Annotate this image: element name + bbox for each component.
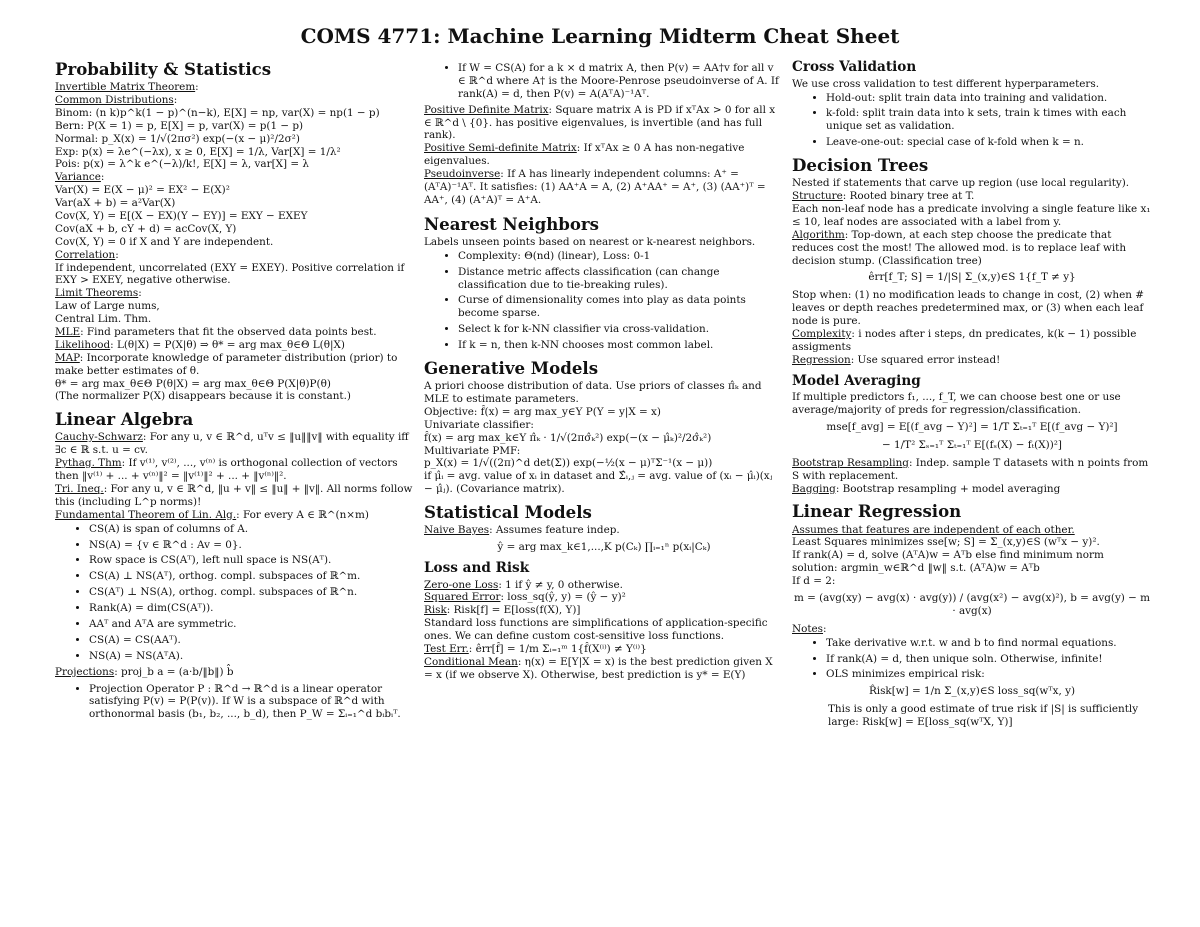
- projections-text: : proj_b a = (a·b/‖b‖) b̂: [114, 665, 234, 678]
- linear-algebra-section: [55, 410, 413, 721]
- line-label: Complexity: [792, 327, 852, 340]
- column-left: [55, 60, 413, 728]
- text-line: [792, 457, 1152, 483]
- line-text: If d = 2:: [792, 575, 836, 588]
- generative-section: [424, 359, 784, 496]
- line-label: Correlation: [55, 248, 116, 261]
- text-line: [792, 229, 1152, 268]
- probability-section: [55, 60, 413, 403]
- line-label: Squared Error: [424, 591, 501, 604]
- text-line: [55, 120, 413, 133]
- statistical-heading: Statistical Models: [424, 502, 592, 523]
- projection-bullets: [55, 683, 413, 722]
- text-line: Multivariate PMF:: [424, 444, 521, 457]
- text-line: [55, 313, 413, 326]
- line-label: MLE: [55, 326, 81, 338]
- line-label: Conditional Mean: [424, 655, 518, 668]
- text-line: [424, 142, 784, 168]
- naive-bayes-line: [424, 524, 784, 537]
- line-text: Exp: p(x) = λe^(−λx), x ≥ 0, E[X] = 1/λ, Var[X] = 1/λ²: [55, 145, 341, 158]
- line-label: Risk: [424, 604, 447, 617]
- line-text: Cov(aX + b, cY + d) = acCov(X, Y): [55, 222, 237, 235]
- text-line: f̂(x) = arg max_k∈Y π̂ₖ · 1/√(2πσ̂ₖ²) exp(−(x − μ̂ₖ)²/2σ̂ₖ²): [424, 431, 712, 444]
- line-label: Invertible Matrix Theorem: [55, 81, 196, 94]
- text-line: if μ̂ᵢ = avg. value of xᵢ in dataset and Σ̂ᵢ,ⱼ = avg. value of (xᵢ − μ̂ᵢ)(xⱼ − μ̂ⱼ). (Covariance matrix).: [424, 470, 773, 496]
- line-label: Pythag. Thm: [55, 457, 122, 470]
- projections-line: [55, 666, 413, 679]
- text-line: [424, 643, 784, 656]
- bullet-item: • Take derivative w.r.t. w and b to find normal equations.: [826, 637, 1152, 650]
- line-text: : If A has linearly independent columns: A⁺ = (AᵀA)⁻¹Aᵀ. It satisfies: (1) AA⁺A = A, (2) A⁺AA⁺ = A⁺, (3) (AA⁺)ᵀ = AA⁺, (4) (A⁺A)ᵀ = A⁺A.: [424, 168, 766, 206]
- line-label: Regression: [792, 353, 851, 366]
- line-text: : For any u, v ∈ ℝ^d, uᵀv ≤ ‖u‖‖v‖ with equality iff ∃c ∈ ℝ s.t. u = cv.: [55, 431, 409, 457]
- text-line: [55, 352, 413, 378]
- line-label: Test Err.: [424, 643, 469, 656]
- nearest-neighbors-bullets: [424, 250, 784, 352]
- text-line: Univariate classifier:: [424, 418, 534, 431]
- text-line: [55, 262, 413, 288]
- bullet-item: • CS(Aᵀ) ⊥ NS(A), orthog. compl. subspaces of ℝ^n.: [89, 586, 413, 599]
- line-label: Pseudoinverse: [424, 168, 501, 181]
- bullet-item: • Distance metric affects classification (can change classification due to tie-breaking rules).: [458, 266, 784, 292]
- line-text: : If xᵀAx ≥ 0 A has non-negative eigenvalues.: [424, 142, 745, 168]
- text-line: Objective: f̂(x) = arg max_y∈Y P(Y = y|X = x): [424, 405, 661, 418]
- mse-formula-cont: − 1/T² Σₛ₌₁ᵀ Σₜ₌₁ᵀ E[(fₛ(X) − fₜ(X))²]: [882, 438, 1062, 451]
- text-line: [792, 289, 1152, 328]
- text-line: [792, 177, 1152, 190]
- line-text: Cov(X, Y) = E[(X − EX)(Y − EY)] = EXY − EXEY: [55, 209, 308, 222]
- line-text: (The normalizer P(X) disappears because it is constant.): [55, 390, 351, 403]
- text-line: [55, 184, 413, 197]
- line-text: : Find parameters that fit the observed data points best.: [80, 326, 377, 338]
- cross-validation-section: [792, 60, 1152, 149]
- line-label: Likelihood: [55, 338, 111, 351]
- line-text: Central Lim. Thm.: [55, 313, 152, 326]
- line-label: Bootstrap Resampling: [792, 456, 909, 469]
- text-line: [792, 575, 1152, 588]
- projections-label: Projections: [55, 665, 115, 678]
- linear-algebra-bullets: [55, 523, 413, 663]
- bullet-item: • Rank(A) = dim(CS(Aᵀ)).: [89, 602, 413, 615]
- decision-trees-section: [792, 156, 1152, 367]
- line-text: θ* = arg max_θ∈Θ P(θ|X) = arg max_θ∈Θ P(X|θ)P(θ): [55, 377, 331, 390]
- notes-label: Notes: [792, 622, 824, 635]
- cross-validation-bullets: [792, 92, 1152, 150]
- text-line: [55, 287, 413, 300]
- text-line: [424, 604, 784, 617]
- column-middle: [424, 60, 784, 689]
- naive-bayes-label: Naive Bayes: [424, 524, 490, 537]
- linear-algebra-intro: [55, 431, 413, 521]
- nearest-neighbors-heading: Nearest Neighbors: [424, 213, 600, 234]
- text-line: [55, 146, 413, 159]
- text-line: [424, 617, 784, 643]
- model-averaging-heading: Model Averaging: [792, 372, 921, 389]
- decision-trees-after: [792, 289, 1152, 366]
- cross-validation-intro: We use cross validation to test different hyperparameters.: [792, 77, 1100, 90]
- line-text: : η(x) = E[Y|X = x) is the best prediction given X = x (if we observe X). Otherwise, best prediction is y* = E(Y): [424, 655, 773, 681]
- page-title: COMS 4771: Machine Learning Midterm Cheat Sheet: [300, 24, 900, 48]
- linear-regression-section: [792, 502, 1152, 729]
- column-right: [792, 60, 1152, 736]
- line-text: Stop when: (1) no modification leads to change in cost, (2) when # leaves or depth reaches predetermined max, or (3) when each leaf node is pure.: [792, 289, 1144, 328]
- line-text: :: [115, 248, 119, 261]
- line-label: Positive Definite Matrix: [424, 103, 549, 116]
- loss-lines: [424, 579, 784, 682]
- bullet-item: • Select k for k-NN classifier via cross-validation.: [458, 323, 784, 336]
- notes-line: Notes:: [792, 622, 827, 635]
- line-text: Least Squares minimizes sse[w; S] = Σ_(x,y)∈S (wᵀx − y)².: [792, 536, 1100, 549]
- line-text: : For any u, v ∈ ℝ^d, ‖u + v‖ ≤ ‖u‖ + ‖v‖. All norms follow this (including L^p norms)!: [55, 482, 413, 508]
- line-text: :: [173, 93, 178, 106]
- line-label: Positive Semi-definite Matrix: [424, 142, 577, 155]
- linear-algebra-heading: Linear Algebra: [55, 409, 194, 430]
- text-line: [55, 223, 413, 236]
- line-text: : Top-down, at each step choose the predicate that reduces cost the most! The allowed mod. is to replace leaf with decision stump. (Classification tree): [792, 228, 1127, 267]
- text-line: [55, 81, 413, 94]
- text-line: [792, 328, 1152, 354]
- text-line: [792, 536, 1152, 549]
- loss-heading: Loss and Risk: [424, 559, 530, 576]
- line-text: :: [100, 171, 105, 184]
- loss-section: [424, 561, 784, 682]
- text-line: [55, 210, 413, 223]
- text-line: p_X(x) = 1/√((2π)^d det(Σ)) exp(−½(x − μ)ᵀΣ⁻¹(x − μ)): [424, 457, 713, 470]
- text-line: [55, 300, 413, 313]
- text-line: [424, 104, 784, 143]
- line-text: :: [138, 287, 142, 300]
- text-line: [792, 354, 1152, 367]
- text-line: [792, 190, 1152, 203]
- line-text: : If v⁽¹⁾, v⁽²⁾, ..., v⁽ⁿ⁾ is orthogonal collection of vectors then ‖v⁽¹⁾ + ... + v⁽ⁿ⁾‖² = ‖v⁽¹⁾‖² + ... + ‖v⁽ⁿ⁾‖².: [55, 457, 398, 483]
- bullet-item: • If k = n, then k-NN chooses most common label.: [458, 339, 784, 352]
- model-averaging-section: [792, 374, 1152, 496]
- line-text: : 1 if ŷ ≠ y, 0 otherwise.: [498, 578, 623, 591]
- bullet-item: • NS(A) = {v ∈ ℝ^d : Av = 0}.: [89, 539, 413, 552]
- probability-lines: [55, 81, 413, 403]
- line-label: Common Distributions: [55, 93, 174, 106]
- naive-bayes-formula: ŷ = arg max_k∈1,...,K p(Cₖ) ∏ᵢ₌₁ⁿ p(xᵢ|Cₖ): [497, 541, 711, 554]
- projection-bullets-cont: [424, 62, 784, 101]
- line-text: Each non-leaf node has a predicate involving a single feature like x₁ ≤ 10, leaf nodes are associated with a label from y.: [792, 202, 1151, 228]
- line-text: Nested if statements that carve up region (use local regularity).: [792, 177, 1130, 190]
- line-label: Limit Theorems: [55, 287, 139, 300]
- line-label: Tri. Ineq.: [55, 482, 104, 495]
- line-label: Variance: [55, 171, 101, 184]
- linear-algebra-more: [424, 104, 784, 207]
- text-line: [55, 509, 413, 522]
- bullet-item: • Hold-out: split train data into training and validation.: [826, 92, 1152, 105]
- line-text: : Incorporate knowledge of parameter distribution (prior) to make better estimates of θ.: [55, 351, 398, 377]
- empirical-risk-formula: R̂isk[w] = 1/n Σ_(x,y)∈S loss_sq(wᵀx, y): [868, 685, 1076, 698]
- line-text: Var(aX + b) = a²Var(X): [55, 197, 176, 210]
- line-label: Structure: [792, 190, 843, 203]
- text-line: [55, 171, 413, 184]
- line-text: If rank(A) = d, solve (AᵀA)w = Aᵀb else find minimum norm solution: argmin_w∈ℝ^d ‖w‖ s.t. (AᵀA)w = Aᵀb: [792, 549, 1104, 575]
- line-text: Bern: P(X = 1) = p, E[X] = p, var(X) = p(1 − p): [55, 119, 304, 132]
- bullet-item: • CS(A) is span of columns of A.: [89, 523, 413, 536]
- linear-regression-bullets: [792, 637, 1152, 682]
- bullet-item: • k-fold: split train data into k sets, train k times with each unique set as validation.: [826, 107, 1152, 133]
- line-text: Standard loss functions are simplifications of application-specific ones. We can define custom cost-sensitive loss functions.: [424, 617, 768, 643]
- text-line: [55, 236, 413, 249]
- text-line: [55, 339, 413, 352]
- text-line: [55, 249, 413, 262]
- cross-validation-heading: Cross Validation: [792, 59, 917, 75]
- nearest-neighbors-intro: Labels unseen points based on nearest or k-nearest neighbors.: [424, 235, 756, 248]
- text-line: [55, 457, 413, 483]
- bullet-item: • Complexity: Θ(nd) (linear), Loss: 0-1: [458, 250, 784, 263]
- decision-trees-lines: [792, 177, 1152, 267]
- text-line: [55, 378, 413, 391]
- line-text: Pois: p(x) = λ^k e^(−λ)/k!, E[X] = λ, var[X] = λ: [55, 158, 309, 171]
- line-label: Fundamental Theorem of Lin. Alg.: [55, 508, 237, 521]
- generative-lines: [424, 380, 784, 496]
- line-text: Normal: p_X(x) = 1/√(2πσ²) exp(−(x − μ)²/2σ²): [55, 132, 300, 145]
- line-text: : Bootstrap resampling + model averaging: [835, 482, 1061, 495]
- decision-trees-formula: êrr[f_T; S] = 1/|S| Σ_(x,y)∈S 1{f_T ≠ y}: [868, 271, 1076, 284]
- bullet-item: • Row space is CS(Aᵀ), left null space is NS(Aᵀ).: [89, 554, 413, 567]
- text-line: [55, 326, 413, 339]
- slope-formula: m = (avg(xy) − avg(x) · avg(y)) / (avg(x²) − avg(x)²), b = avg(y) − m · avg(x): [793, 592, 1151, 617]
- text-line: [55, 431, 413, 457]
- text-line: [55, 107, 413, 120]
- model-averaging-lines: [792, 457, 1152, 496]
- text-line: [792, 524, 1152, 537]
- linear-regression-heading: Linear Regression: [792, 501, 962, 522]
- line-text: : êrr[f̂] = 1/m Σᵢ₌₁ᵐ 1{f̂(X⁽ⁱ⁾) ≠ Y⁽ⁱ⁾}: [468, 643, 647, 656]
- text-line: [55, 483, 413, 509]
- text-line: [792, 549, 1152, 575]
- bullet-item: • CS(A) = CS(AAᵀ).: [89, 634, 413, 647]
- bullet-item: • Leave-one-out: special case of k-fold when k = n.: [826, 136, 1152, 149]
- line-text: : For every A ∈ ℝ^(n×m): [236, 508, 369, 521]
- line-text: If independent, uncorrelated (EXY = EXEY). Positive correlation if EXY > EXEY, negative otherwise.: [55, 261, 405, 287]
- probability-heading: Probability & Statistics: [55, 59, 272, 79]
- text-line: [55, 94, 413, 107]
- text-line: [424, 579, 784, 592]
- line-label: Zero-one Loss: [424, 578, 499, 591]
- bullet-item: • Projection Operator P : ℝ^d → ℝ^d is a linear operator satisfying P(v) = P(P(v)). If W is a subspace of ℝ^d with orthonormal basis (b₁, b₂, ..., b_d), then P_W = Σᵢ₌₁^d bᵢbᵢᵀ.: [89, 683, 413, 722]
- text-line: [55, 133, 413, 146]
- bullet-item: • OLS minimizes empirical risk:: [826, 668, 1152, 681]
- statistical-section: [424, 503, 784, 554]
- line-text: Binom: (n k)p^k(1 − p)^(n−k), E[X] = np, var(X) = np(1 − p): [55, 106, 380, 119]
- line-label: Assumes that features are independent of each other.: [792, 523, 1075, 536]
- decision-trees-heading: Decision Trees: [792, 155, 929, 176]
- bullet-item: • If W = CS(A) for a k × d matrix A, then P(v) = AA†v for all v ∈ ℝ^d where A† is the Moore-Penrose pseudoinverse of A. If rank(A) = d, then P(v) = A(AᵀA)⁻¹Aᵀ.: [458, 62, 784, 101]
- line-text: Law of Large nums,: [55, 300, 160, 313]
- text-line: [424, 168, 784, 207]
- bullet-item: • If rank(A) = d, then unique soln. Otherwise, infinite!: [826, 653, 1152, 666]
- line-text: : Square matrix A is PD if xᵀAx > 0 for all x ∈ ℝ^d \ {0}. has positive eigenvalues, is invertible (and has full rank).: [424, 103, 776, 142]
- line-text: : Risk[f] = E[loss(f(X), Y)]: [446, 604, 581, 617]
- linear-regression-lines: [792, 524, 1152, 588]
- line-label: MAP: [55, 351, 80, 364]
- line-text: :: [195, 81, 199, 94]
- nearest-neighbors-section: [424, 215, 784, 352]
- line-text: : Use squared error instead!: [850, 353, 1001, 366]
- risk-closing-note: This is only a good estimate of true risk if |S| is sufficiently large: Risk[w] = E[loss_sq(wᵀX, Y)]: [828, 703, 1139, 729]
- line-text: Var(X) = E(X − μ)² = EX² − E(X)²: [55, 184, 230, 197]
- bullet-item: • AAᵀ and AᵀA are symmetric.: [89, 618, 413, 631]
- line-text: : loss_sq(ŷ, y) = (ŷ − y)²: [500, 591, 626, 604]
- bullet-item: • Curse of dimensionality comes into play as data points become sparse.: [458, 294, 784, 320]
- line-label: Cauchy-Schwarz: [55, 431, 143, 444]
- text-line: [792, 203, 1152, 229]
- bullet-item: • CS(A) ⊥ NS(Aᵀ), orthog. compl. subspaces of ℝ^m.: [89, 570, 413, 583]
- line-label: Algorithm: [792, 228, 845, 241]
- line-text: : Rooted binary tree at T.: [842, 190, 975, 203]
- naive-bayes-text: : Assumes feature indep.: [489, 524, 620, 537]
- line-text: : Indep. sample T datasets with n points from S with replacement.: [792, 456, 1149, 482]
- text-line: [55, 197, 413, 210]
- text-line: [424, 656, 784, 682]
- text-line: [792, 483, 1152, 496]
- line-text: : L(θ|X) = P(X|θ) ⇒ θ* = arg max_θ∈Θ L(θ|X): [110, 338, 345, 351]
- text-line: [55, 158, 413, 171]
- line-label: Bagging: [792, 482, 836, 495]
- text-line: [424, 591, 784, 604]
- text-line: A priori choose distribution of data. Use priors of classes π̂ₖ and MLE to estimate parameters.: [424, 380, 762, 405]
- text-line: [55, 390, 413, 403]
- line-text: : i nodes after i steps, dn predicates, k(k − 1) possible assigments: [792, 327, 1137, 353]
- mse-formula: mse[f_avg] = E[(f_avg − Y)²] = 1/T Σₜ₌₁ᵀ E[(f_avg − Y)²]: [826, 421, 1118, 434]
- model-averaging-intro: If multiple predictors f₁, ..., f_T, we can choose best one or use average/majority of preds for regression/classification.: [792, 391, 1121, 417]
- line-text: Cov(X, Y) = 0 if X and Y are independent.: [55, 235, 274, 248]
- bullet-item: • NS(A) = NS(AᵀA).: [89, 650, 413, 663]
- generative-heading: Generative Models: [424, 358, 599, 378]
